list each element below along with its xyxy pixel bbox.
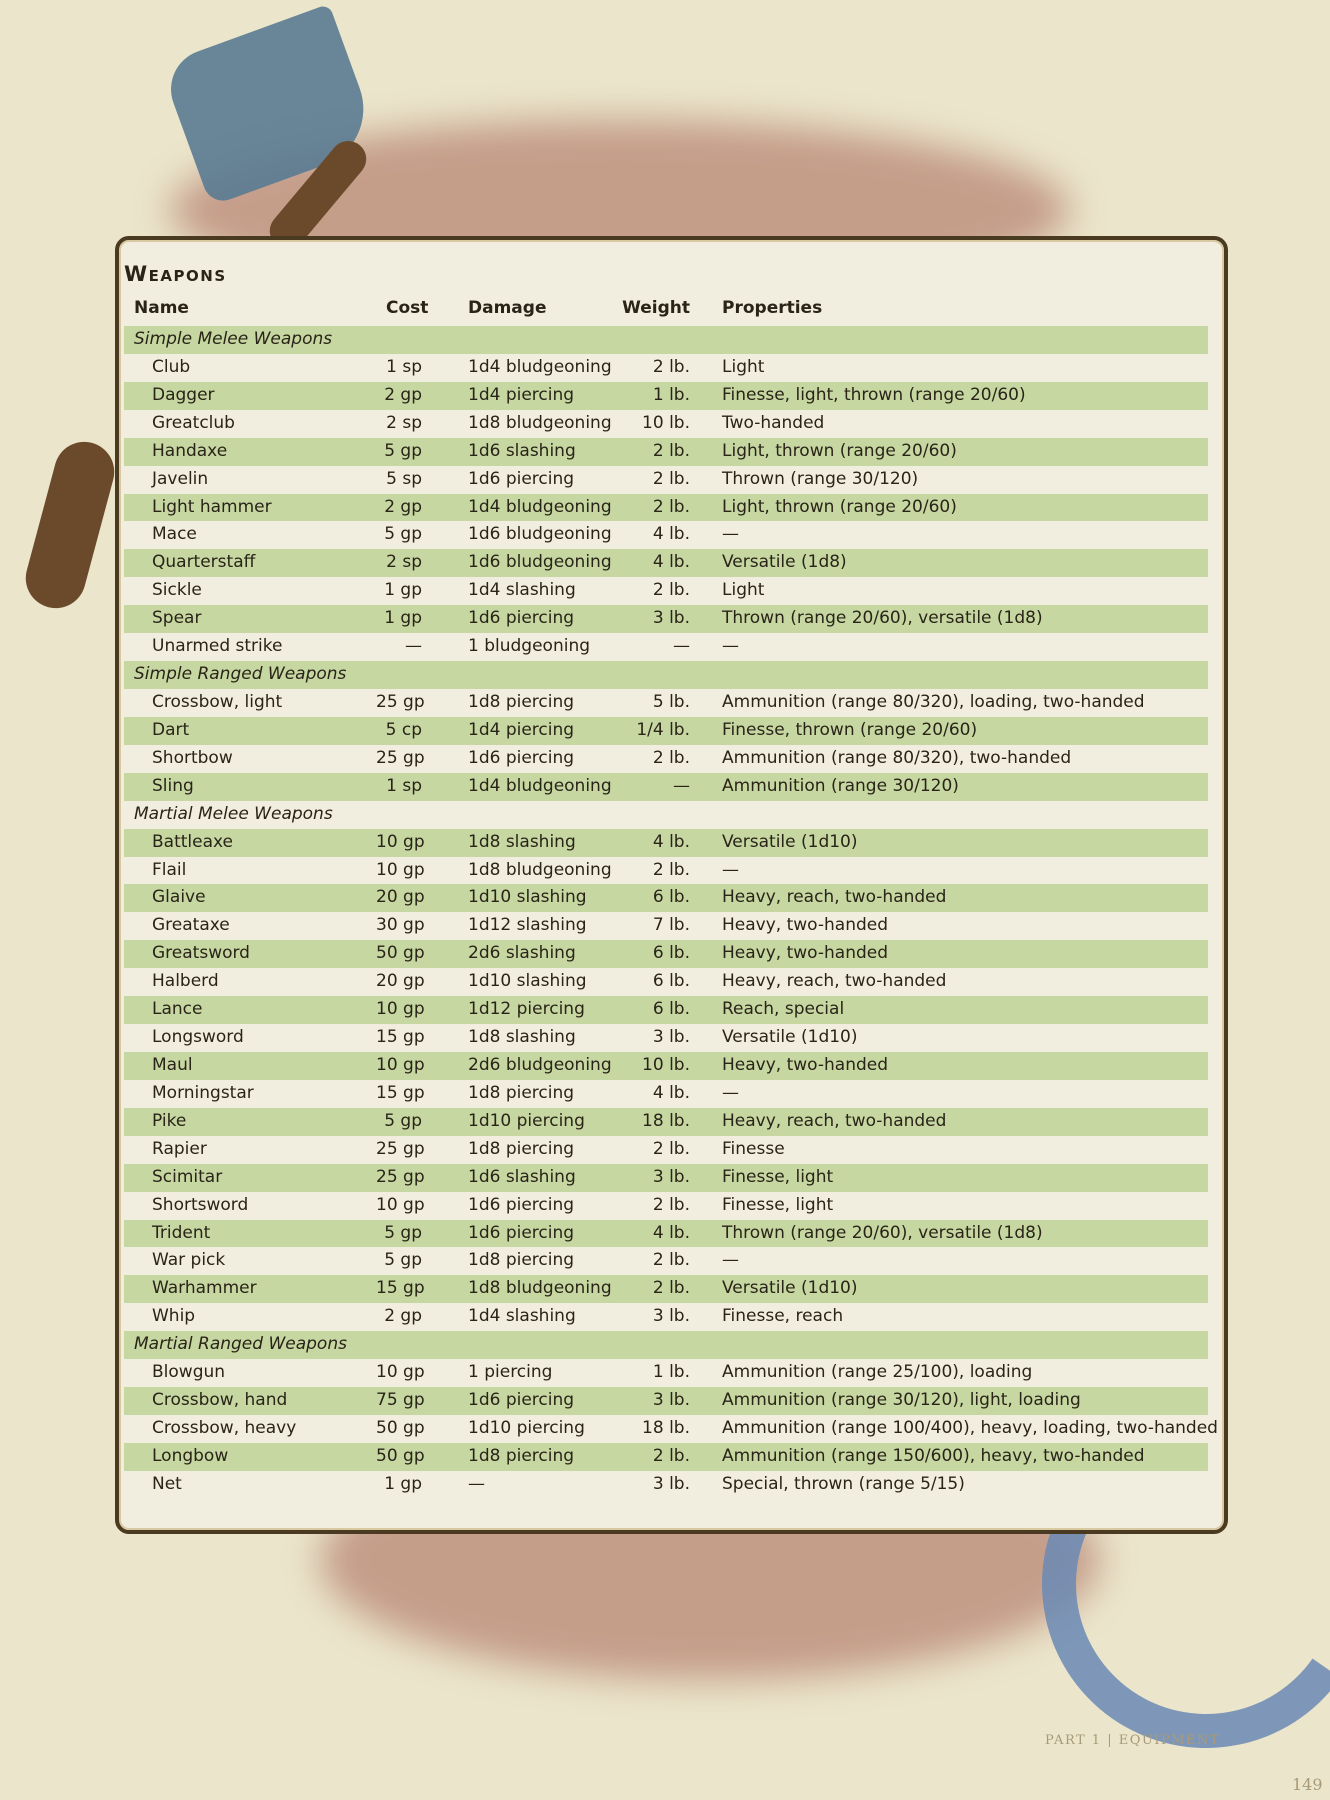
section-row — [124, 326, 1208, 354]
table-row — [124, 494, 1208, 522]
cell-name: Greatsword — [152, 943, 250, 964]
cell-cost: 50 gp — [376, 943, 425, 964]
header-name: Name — [134, 298, 189, 318]
cell-name: Trident — [152, 1222, 211, 1243]
cell-name: Dagger — [152, 384, 215, 405]
footer-section: PART 1 | EQUIPMENT — [1045, 1733, 1221, 1748]
cell-properties: Light — [722, 580, 765, 601]
cell-cost: 5 gp — [384, 1250, 422, 1271]
cell-cost: 10 gp — [376, 859, 425, 880]
section-row — [124, 1331, 1208, 1359]
weapon-handle-icon — [19, 435, 121, 615]
cell-damage: 1d6 piercing — [468, 1222, 575, 1243]
cell-properties: Ammunition (range 150/600), heavy, two-handed — [722, 1445, 1145, 1466]
cell-name: Glaive — [152, 887, 206, 908]
cell-properties: Light, thrown (range 20/60) — [722, 496, 957, 517]
cell-name: Crossbow, heavy — [152, 1417, 297, 1438]
table-row — [124, 1471, 1208, 1499]
cell-damage: 1d6 piercing — [468, 1390, 575, 1411]
header-weight: Weight — [622, 298, 690, 318]
cell-name: Battleaxe — [152, 831, 234, 852]
cell-weight: 2 lb. — [652, 440, 690, 461]
cell-weight: 2 lb. — [652, 356, 690, 377]
table-row — [124, 717, 1208, 745]
cell-name: Shortbow — [152, 747, 233, 768]
cell-weight: 6 lb. — [652, 999, 690, 1020]
cell-cost: 2 sp — [386, 412, 422, 433]
cell-cost: 5 cp — [385, 719, 422, 740]
cell-cost: 20 gp — [376, 971, 425, 992]
cell-properties: Ammunition (range 30/120) — [722, 775, 959, 796]
cell-name: Warhammer — [152, 1278, 257, 1299]
cell-weight: 2 lb. — [652, 1194, 690, 1215]
cell-cost: 1 gp — [384, 608, 422, 629]
cell-name: Crossbow, light — [152, 691, 283, 712]
cell-cost: 10 gp — [376, 1194, 425, 1215]
cell-properties: Ammunition (range 25/100), loading — [722, 1362, 1033, 1383]
cell-name: War pick — [152, 1250, 226, 1271]
cell-damage: 1d4 piercing — [468, 384, 575, 405]
cell-name: Flail — [152, 859, 187, 880]
cell-cost: 2 gp — [384, 384, 422, 405]
table-row — [124, 1247, 1208, 1275]
cell-name: Sickle — [152, 580, 202, 601]
cell-weight: 2 lb. — [652, 1250, 690, 1271]
cell-cost: 10 gp — [376, 1054, 425, 1075]
section-label: Simple Melee Weapons — [134, 329, 333, 349]
section-label: Martial Ranged Weapons — [134, 1334, 347, 1355]
cell-weight: 2 lb. — [652, 1138, 690, 1159]
cell-properties: Light — [722, 356, 765, 377]
table-row — [124, 940, 1208, 968]
cell-name: Rapier — [152, 1138, 207, 1159]
cell-damage: 2d6 bludgeoning — [468, 1054, 612, 1075]
cell-properties: Heavy, two-handed — [722, 1054, 889, 1075]
cell-properties: Finesse, light, thrown (range 20/60) — [722, 384, 1026, 405]
cell-weight: 3 lb. — [652, 1027, 690, 1048]
table-row — [124, 466, 1208, 494]
cell-weight: — — [673, 636, 690, 657]
cell-weight: 3 lb. — [652, 1473, 690, 1494]
cell-weight: 3 lb. — [652, 1390, 690, 1411]
cell-cost: 25 gp — [376, 1138, 425, 1159]
table-row — [124, 605, 1208, 633]
cell-cost: 25 gp — [376, 1166, 425, 1187]
cell-weight: 6 lb. — [652, 971, 690, 992]
cell-cost: 10 gp — [376, 999, 425, 1020]
cell-weight: 10 lb. — [642, 1054, 690, 1075]
cell-weight: 2 lb. — [652, 859, 690, 880]
cell-name: Halberd — [152, 971, 219, 992]
cell-damage: 1d10 slashing — [468, 887, 587, 908]
cell-weight: 6 lb. — [652, 943, 690, 964]
section-label: Martial Melee Weapons — [134, 803, 333, 824]
weapons-table-body — [124, 326, 1218, 1499]
cell-weight: 5 lb. — [652, 691, 690, 712]
cell-properties: Thrown (range 30/120) — [722, 468, 919, 489]
cell-weight: 4 lb. — [652, 1222, 690, 1243]
table-row — [124, 1052, 1208, 1080]
cell-properties: Thrown (range 20/60), versatile (1d8) — [722, 1222, 1043, 1243]
cell-properties: Finesse, reach — [722, 1306, 844, 1327]
table-row — [124, 577, 1208, 605]
cell-properties: Versatile (1d8) — [722, 552, 847, 573]
cell-properties: Thrown (range 20/60), versatile (1d8) — [722, 608, 1043, 629]
cell-weight: 4 lb. — [652, 1082, 690, 1103]
cell-weight: 4 lb. — [652, 524, 690, 545]
cell-name: Light hammer — [152, 496, 272, 517]
cell-cost: 1 gp — [384, 580, 422, 601]
table-row — [124, 521, 1208, 549]
cell-name: Greataxe — [152, 915, 230, 936]
cell-cost: 1 sp — [386, 356, 422, 377]
cell-weight: 1/4 lb. — [636, 719, 690, 740]
cell-damage: 1d6 slashing — [468, 440, 576, 461]
cell-weight: 2 lb. — [652, 747, 690, 768]
cell-damage: 1d6 slashing — [468, 1166, 576, 1187]
table-row — [124, 689, 1208, 717]
cell-cost: 1 gp — [384, 1473, 422, 1494]
cell-weight: 18 lb. — [642, 1417, 690, 1438]
cell-damage: 1d8 piercing — [468, 1138, 575, 1159]
cell-damage: 1d6 piercing — [468, 1194, 575, 1215]
cell-damage: 1d8 bludgeoning — [468, 859, 612, 880]
table-row — [124, 1443, 1208, 1471]
cell-properties: Reach, special — [722, 999, 845, 1020]
cell-properties: Heavy, reach, two-handed — [722, 971, 947, 992]
cell-cost: 5 gp — [384, 440, 422, 461]
cell-name: Quarterstaff — [152, 552, 256, 573]
cell-properties: Heavy, two-handed — [722, 915, 889, 936]
cell-cost: 15 gp — [376, 1027, 425, 1048]
table-row — [124, 1220, 1208, 1248]
cell-properties: Versatile (1d10) — [722, 1027, 858, 1048]
cell-properties: Finesse, light — [722, 1166, 834, 1187]
cell-cost: 15 gp — [376, 1082, 425, 1103]
cell-weight: 7 lb. — [652, 915, 690, 936]
table-row — [124, 1136, 1208, 1164]
cell-properties: — — [722, 859, 739, 880]
cell-weight: 10 lb. — [642, 412, 690, 433]
table-row — [124, 1415, 1218, 1443]
cell-properties: Heavy, reach, two-handed — [722, 887, 947, 908]
table-row — [124, 968, 1208, 996]
cell-cost: 50 gp — [376, 1417, 425, 1438]
cell-properties: Special, thrown (range 5/15) — [722, 1473, 965, 1494]
cell-damage: 1d8 slashing — [468, 1027, 576, 1048]
table-row — [124, 1387, 1208, 1415]
cell-damage: 1d6 piercing — [468, 747, 575, 768]
cell-damage: 1d8 piercing — [468, 1082, 575, 1103]
cell-weight: 2 lb. — [652, 1278, 690, 1299]
header-damage: Damage — [468, 298, 547, 318]
table-row — [124, 1359, 1208, 1387]
cell-damage: 1d10 piercing — [468, 1110, 585, 1131]
cell-damage: 1 bludgeoning — [468, 636, 591, 657]
cell-properties: Finesse — [722, 1138, 785, 1159]
table-row — [124, 773, 1208, 801]
table-row — [124, 410, 1208, 438]
cell-properties: Ammunition (range 30/120), light, loading — [722, 1390, 1081, 1411]
cell-cost: 75 gp — [376, 1390, 425, 1411]
cell-cost: 5 gp — [384, 524, 422, 545]
table-row — [124, 829, 1208, 857]
table-row — [124, 996, 1208, 1024]
table-row — [124, 382, 1208, 410]
cell-cost: 50 gp — [376, 1445, 425, 1466]
cell-cost: 15 gp — [376, 1278, 425, 1299]
cell-cost: 2 gp — [384, 496, 422, 517]
cell-damage: 1d12 slashing — [468, 915, 587, 936]
cell-name: Morningstar — [152, 1082, 254, 1103]
cell-damage: 1d8 bludgeoning — [468, 412, 612, 433]
table-row — [124, 438, 1208, 466]
cell-damage: 1d8 slashing — [468, 831, 576, 852]
cell-name: Unarmed strike — [152, 636, 283, 657]
table-title: Weapons — [124, 262, 227, 286]
cell-cost: 2 gp — [384, 1306, 422, 1327]
cell-damage: 1d4 piercing — [468, 719, 575, 740]
cell-weight: 2 lb. — [652, 468, 690, 489]
cell-cost: 5 gp — [384, 1222, 422, 1243]
cell-properties: Two-handed — [722, 412, 825, 433]
cell-name: Lance — [152, 999, 203, 1020]
cell-properties: Ammunition (range 80/320), two-handed — [722, 747, 1072, 768]
cell-cost: 25 gp — [376, 747, 425, 768]
cell-damage: 2d6 slashing — [468, 943, 576, 964]
cell-name: Dart — [152, 719, 190, 740]
cell-cost: 10 gp — [376, 831, 425, 852]
page-number: 149 — [1292, 1775, 1323, 1794]
header-cost: Cost — [386, 298, 429, 318]
table-row — [124, 1164, 1208, 1192]
table-row — [124, 633, 1208, 661]
cell-weight: 2 lb. — [652, 496, 690, 517]
cell-damage: 1d4 bludgeoning — [468, 356, 612, 377]
cell-cost: 1 sp — [386, 775, 422, 796]
cell-name: Scimitar — [152, 1166, 223, 1187]
cell-name: Maul — [152, 1054, 193, 1075]
table-row — [124, 884, 1208, 912]
header-properties: Properties — [722, 298, 823, 318]
cell-name: Greatclub — [152, 412, 235, 433]
cell-damage: 1d12 piercing — [468, 999, 585, 1020]
cell-damage: 1d6 piercing — [468, 468, 575, 489]
cell-weight: 4 lb. — [652, 831, 690, 852]
cell-name: Whip — [152, 1306, 196, 1327]
cell-name: Pike — [152, 1110, 187, 1131]
cell-damage: 1d8 piercing — [468, 691, 575, 712]
cell-damage: 1d10 slashing — [468, 971, 587, 992]
cell-name: Net — [152, 1473, 182, 1494]
cell-damage: 1d4 slashing — [468, 580, 576, 601]
cell-cost: 30 gp — [376, 915, 425, 936]
table-row — [124, 745, 1208, 773]
table-row — [124, 1080, 1208, 1108]
cell-properties: — — [722, 1250, 739, 1271]
cell-damage: 1d8 piercing — [468, 1445, 575, 1466]
table-row — [124, 1275, 1208, 1303]
cell-damage: 1d6 bludgeoning — [468, 524, 612, 545]
cell-name: Club — [152, 356, 191, 377]
cell-damage: — — [468, 1473, 485, 1494]
cell-properties: — — [722, 524, 739, 545]
cell-properties: Heavy, two-handed — [722, 943, 889, 964]
cell-damage: 1d4 bludgeoning — [468, 775, 612, 796]
cell-damage: 1d4 slashing — [468, 1306, 576, 1327]
table-row — [124, 912, 1208, 940]
cell-name: Handaxe — [152, 440, 228, 461]
cell-damage: 1d8 piercing — [468, 1250, 575, 1271]
cell-cost: 10 gp — [376, 1362, 425, 1383]
cell-cost: 25 gp — [376, 691, 425, 712]
cell-damage: 1d8 bludgeoning — [468, 1278, 612, 1299]
cell-properties: Ammunition (range 100/400), heavy, loading, two-handed — [722, 1417, 1218, 1438]
cell-damage: 1 piercing — [468, 1362, 553, 1383]
cell-name: Mace — [152, 524, 197, 545]
cell-properties: Ammunition (range 80/320), loading, two-handed — [722, 691, 1145, 712]
cell-weight: — — [673, 775, 690, 796]
cell-properties: Heavy, reach, two-handed — [722, 1110, 947, 1131]
cell-properties: Finesse, light — [722, 1194, 834, 1215]
cell-weight: 1 lb. — [652, 384, 690, 405]
cell-weight: 3 lb. — [652, 608, 690, 629]
table-row — [124, 1108, 1208, 1136]
cell-name: Crossbow, hand — [152, 1390, 288, 1411]
cell-damage: 1d6 bludgeoning — [468, 552, 612, 573]
cell-damage: 1d10 piercing — [468, 1417, 585, 1438]
cell-properties: — — [722, 636, 739, 657]
cell-name: Blowgun — [152, 1362, 226, 1383]
table-row — [124, 1024, 1208, 1052]
section-row — [124, 801, 1208, 829]
cell-cost: 20 gp — [376, 887, 425, 908]
cell-weight: 18 lb. — [642, 1110, 690, 1131]
cell-name: Sling — [152, 775, 194, 796]
cell-properties: — — [722, 1082, 739, 1103]
cell-cost: — — [405, 636, 422, 657]
cell-name: Longsword — [152, 1027, 244, 1048]
cell-weight: 2 lb. — [652, 1445, 690, 1466]
table-row — [124, 1303, 1208, 1331]
table-row — [124, 1192, 1208, 1220]
cell-cost: 5 sp — [386, 468, 422, 489]
cell-properties: Versatile (1d10) — [722, 831, 858, 852]
cell-weight: 4 lb. — [652, 552, 690, 573]
cell-name: Longbow — [152, 1445, 229, 1466]
cell-damage: 1d4 bludgeoning — [468, 496, 612, 517]
cell-weight: 1 lb. — [652, 1362, 690, 1383]
cell-properties: Versatile (1d10) — [722, 1278, 858, 1299]
cell-cost: 5 gp — [384, 1110, 422, 1131]
cell-weight: 3 lb. — [652, 1166, 690, 1187]
table-header — [124, 298, 1208, 324]
cell-properties: Light, thrown (range 20/60) — [722, 440, 957, 461]
table-row — [124, 549, 1208, 577]
cell-weight: 2 lb. — [652, 580, 690, 601]
section-label: Simple Ranged Weapons — [134, 664, 347, 685]
table-row — [124, 354, 1208, 382]
cell-name: Shortsword — [152, 1194, 249, 1215]
cell-weight: 3 lb. — [652, 1306, 690, 1327]
cell-cost: 2 sp — [386, 552, 422, 573]
cell-name: Spear — [152, 608, 202, 629]
cell-properties: Finesse, thrown (range 20/60) — [722, 719, 978, 740]
section-row — [124, 661, 1208, 689]
cell-weight: 6 lb. — [652, 887, 690, 908]
cell-damage: 1d6 piercing — [468, 608, 575, 629]
table-row — [124, 857, 1208, 885]
cell-name: Javelin — [152, 468, 209, 489]
